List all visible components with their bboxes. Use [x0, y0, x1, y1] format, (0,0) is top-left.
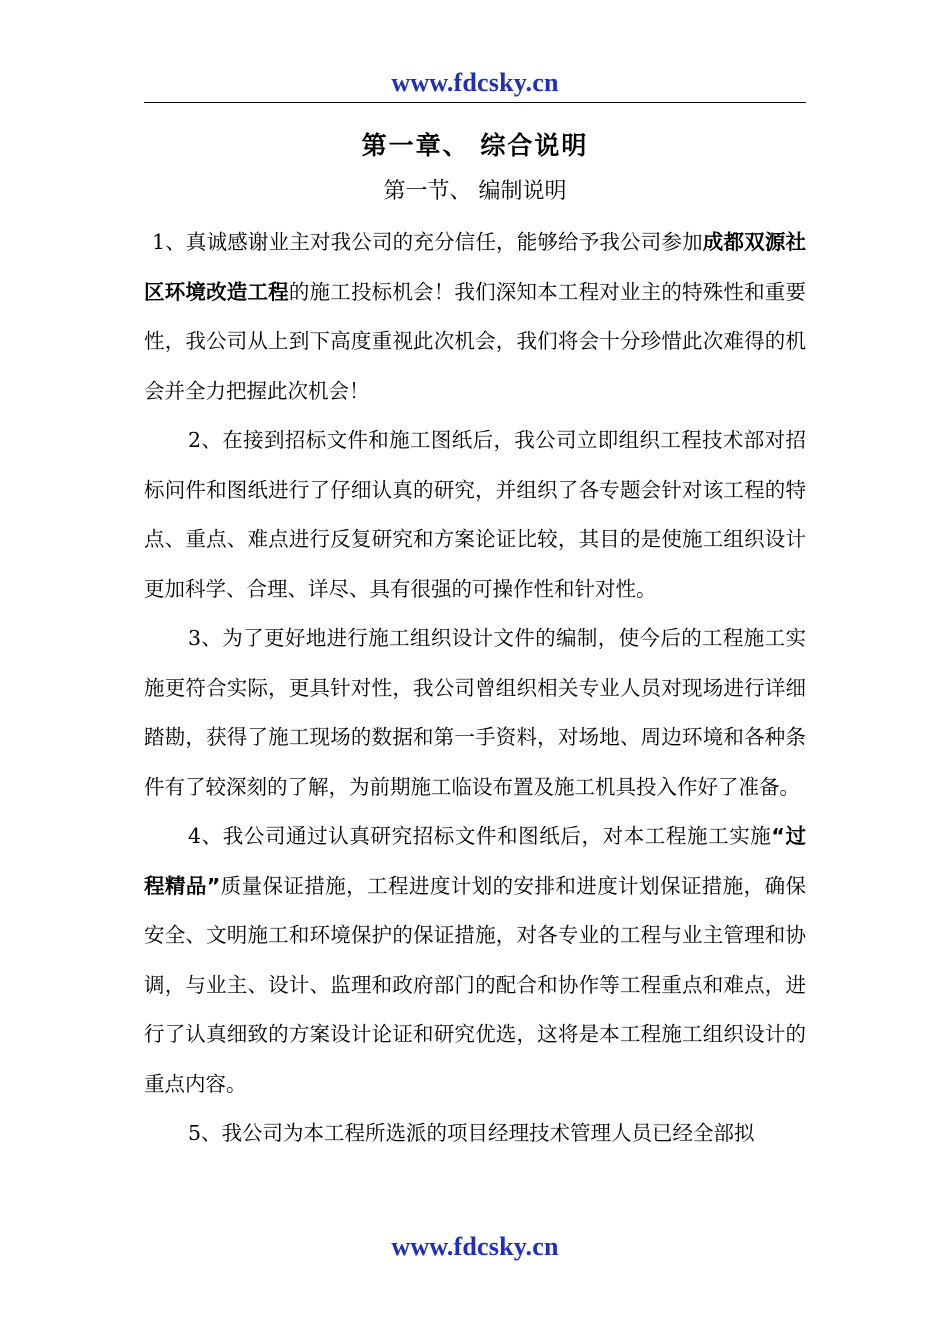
header-url: www.fdcsky.cn — [391, 68, 559, 97]
paragraph-4 — [144, 812, 806, 1109]
chapter-title: 第一章、 综合说明 — [361, 131, 589, 160]
paragraph-2: 2、在接到招标文件和施工图纸后，我公司立即组织工程技术部对招标问件和图纸进行了仔细认真的研究，并组织了各专题会针对该工程的特点、重点、难点进行反复研究和方案论证比较，其目的是使施工组织设计更加科学、合理、详尽、具有很强的可操作性和针对性。 — [144, 428, 806, 601]
footer-url: www.fdcsky.cn — [391, 1232, 559, 1261]
project-name: 成都双源社区环境改造工程 — [144, 230, 807, 304]
body-text — [144, 218, 806, 1159]
paragraph-3: 3、为了更好地进行施工组织设计文件的编制，使今后的工程施工实施更符合实际，更具针对性，我公司曾组织相关专业人员对现场进行详细踏勘，获得了施工现场的数据和第一手资料，对场地、周边环境和各种条件有了较深刻的了解，为前期施工临设布置及施工机具投入作好了准备。 — [144, 626, 806, 799]
paragraph-4-start: 4、我公司通过认真研究招标文件和图纸后，对本工程施工实施 — [188, 824, 772, 848]
quality-slogan: “过程精品” — [144, 824, 806, 898]
paragraph-4-end: 质量保证措施，工程进度计划的安排和进度计划保证措施，确保安全、文明施工和环境保护的保证措施，对各专业的工程与业主管理和协调，与业主、设计、监理和政府部门的配合和协作等工程重点和难点，进行了认真细致的方案设计论证和研究优选，这将是本工程施工组织设计的重点内容。 — [144, 873, 806, 1096]
paragraph-5: 5、我公司为本工程所选派的项目经理技术管理人员已经全部拟 — [188, 1121, 755, 1145]
paragraph-1-start: 1、真诚感谢业主对我公司的充分信任，能够给予我公司参加 — [152, 230, 703, 254]
paragraph-1-end: 的施工投标机会！我们深知本工程对业主的特殊性和重要性，我公司从上到下高度重视此次机会，我们将会十分珍惜此次难得的机会并全力把握此次机会！ — [144, 279, 807, 403]
paragraph-1 — [144, 218, 806, 416]
header-divider — [144, 102, 806, 103]
section-title: 第一节、 编制说明 — [383, 179, 567, 204]
